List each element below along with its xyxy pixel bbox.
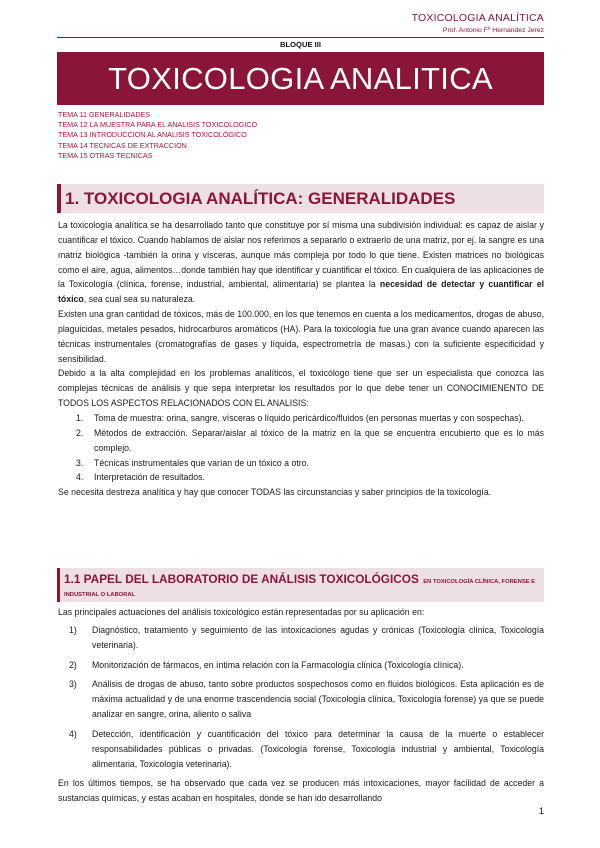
paragraph: Existen una gran cantidad de tóxicos, más de 100.000, en los que tenemos en cuenta a los medicamentos, drogas de abuso, plaguicidas, metales pesados, hidrocarburos aromáticos (HA). Para la toxicología fue una gran avance cuando aparecen las técnicas instrumentales (cromatografías de gases y líquida, espectrometría de masas.) con la suficiente especificidad y sensibilidad.: [58, 309, 544, 364]
toc-item[interactable]: TEMA 13 INTRODUCCION AL ANALISIS TOXICOLÓGICO: [58, 130, 247, 140]
paragraph: En los últimos tiempos, se ha observado que cada vez se producen más intoxicaciones, mayor facilidad de acceder a sustancias químicas, y estas acaban en hospitales, donde se han ido desarrollando: [58, 778, 544, 804]
list-item: 3) Análisis de drogas de abuso, tanto sobre productos sospechosos como en fluidos biológicos. Esta aplicación es de máxima actualidad y de una enorme trascendencia social (Toxicología clínica, Toxicología forense) ya que se puede analizar en sangre, orina, aliento o saliva: [69, 679, 544, 720]
toc-item[interactable]: TEMA 15 OTRAS TECNICAS: [58, 150, 153, 160]
page-number: 1: [538, 806, 544, 817]
subsection-title: 1.1 PAPEL DEL LABORATORIO DE ANÁLISIS TOXICOLÓGICOS: [64, 572, 419, 586]
subsection-qualifier-cont: INDUSTRIAL O LABORAL: [64, 592, 136, 598]
subsection-qualifier: EN TOXICOLOGÍA CLÍNICA, FORENSE E: [423, 579, 536, 585]
header-divider: [57, 37, 544, 38]
subsection-heading: [57, 568, 544, 602]
header-title: TOXICOLOGIA ANALÍTICA: [411, 12, 544, 24]
list-item: 1) Diagnóstico, tratamiento y seguimiento de las intoxicaciones agudas y crónicas (Toxicología clínica, Toxicología veterinaria).: [69, 624, 544, 650]
list-item: 4) Detección, identificación y cuantificación del tóxico para determinar la causa de la muerte o establecer responsabilidades públicas o privadas. (Toxicología forense, Toxicología industrial y ambiental, Toxicología alimentaria, Toxicología veterinaria).: [69, 728, 544, 769]
paragraph: Las principales actuaciones del análisis toxicológico están representadas por su aplicación en:: [58, 607, 425, 617]
list-item: 2) Monitorización de fármacos, en íntima relación con la Farmacología clínica (Toxicología clínica).: [69, 659, 464, 670]
emphasis: necesidad de detectar y cuantificar el tóxico: [58, 279, 545, 305]
header-author: Prof. Antonio Fº Hernández Jerez: [442, 27, 544, 34]
paragraph: Se necesita destreza analítica y hay que conocer TODAS las circunstancias y saber principios de la toxicología.: [58, 487, 492, 498]
toc-item[interactable]: TEMA 14 TECNICAS DE EXTRACCION: [58, 140, 187, 150]
toc-item[interactable]: TEMA 12 LA MUESTRA PARA EL ANALISIS TOXICOLOGICO: [58, 120, 258, 130]
toc-item[interactable]: TEMA 11 GENERALIDADES: [58, 110, 151, 119]
paragraph: La toxicología analítica se ha desarrollado tanto que constituye por sí misma una subdivisión individual: es capaz de aislar y cuantificar el tóxico. Cuando hablamos de aislar nos referimos a separarlo o extraerlo de una matriz, por ej. la sangre es una matriz biológica -también la orina y vísceras, aunque más compleja por todo lo que tiene. Existen matrices no biológicas como el aire, agua, alimentos…donde también hay que identificar y cuantificar el tóxico. En cualquiera de las aplicaciones de la Toxicología (clínica, forense, industrial, ambiental, alimentaria) se plantea la necesidad de detectar y cuantificar el tóxico, sea cual sea su naturaleza.: [58, 220, 545, 305]
title-banner: TOXICOLOGIA ANALITICA: [57, 52, 544, 105]
table-of-contents: [58, 110, 257, 161]
list-item: 4. Interpretación de resultados.: [76, 472, 205, 483]
section-heading: 1. TOXICOLOGIA ANALÍTICA: GENERALIDADES: [57, 184, 544, 213]
paragraph: Debido a la alta complejidad en los problemas analíticos, el toxicólogo tiene que ser un especialista que conozca las complejas técnicas de análisis y que sepa interpretar los resultados por lo que debe tener un CONOCIMIENENTO DE TODOS LOS ASPECTOS RELACIONADOS CON EL ANALISIS:: [58, 368, 544, 409]
list-item: 3. Técnicas instrumentales que varían de un tóxico a otro.: [76, 457, 309, 468]
list-item: 2. Métodos de extracción. Separar/aislar al tóxico de la matriz en la que se encuentra encubierto que es lo más complejo.: [76, 427, 544, 453]
bloque-label: BLOQUE III: [280, 40, 321, 49]
list-item: 1. Toma de muestra: orina, sangre, vísceras o líquido pericárdico/fluidos (en personas muertas y con sospechas).: [76, 412, 524, 423]
section-body: [58, 218, 544, 500]
numbered-list: [58, 623, 544, 772]
subsection-body: [58, 605, 544, 806]
numbered-list: [58, 411, 544, 485]
